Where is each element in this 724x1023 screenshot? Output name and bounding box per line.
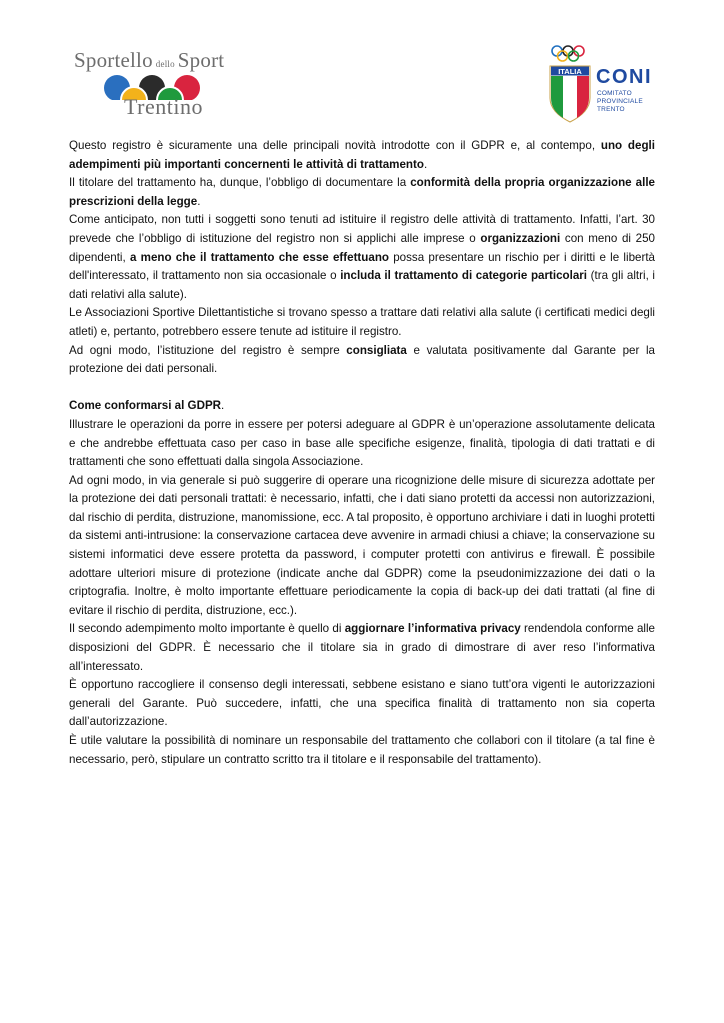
logo-word-dello: dello	[155, 59, 175, 69]
coni-subtitle	[597, 90, 643, 114]
emphasis: a meno che il trattamento che esse effettuano	[129, 250, 389, 264]
coni-sub-line: PROVINCIALE	[597, 98, 643, 105]
paragraph-titolare-obbligo: Il titolare del trattamento ha, dunque, l’obbligo di documentare la conformità della propria organizzazione alle prescrizioni della legge.	[69, 176, 655, 208]
paragraph-associazioni-sportive: Le Associazioni Sportive Dilettantistiche si trovano spesso a trattare dati relativi alla salute (i certificati medici degli atleti) e, pertanto, potrebbero essere tenute ad istituire il registro.	[69, 306, 655, 338]
paragraph-responsabile: È utile valutare la possibilità di nominare un responsabile del trattamento che collabori con il titolare (a tal fine è necessario, però, stipulare un contratto scritto tra il titolare e il responsabile del trattamento).	[69, 734, 655, 766]
emphasis: includa il trattamento di categorie particolari	[340, 269, 588, 283]
shield-label: ITALIA	[558, 67, 582, 76]
paragraph-art-30: Come anticipato, non tutti i soggetti sono tenuti ad istituire il registro delle attività di trattamento. Infatti, l’art. 30 prevede che l’obbligo di istituzione del registro non si applichi alle imprese o organizzazioni con meno di 250 dipendenti, a meno che il trattamento che esse effettuano possa presentare un rischio per i diritti e le libertà dell'interessato, il trattamento non sia occasionale o includa il trattamento di categorie particolari (tra gli altri, i dati relativi alla salute).	[69, 213, 655, 301]
olympic-rings-icon	[552, 46, 584, 61]
logo-word-sport: Sport	[177, 48, 225, 72]
emphasis: organizzazioni	[480, 231, 561, 245]
emphasis: consigliata	[346, 343, 407, 357]
paragraph-operazioni: Illustrare le operazioni da porre in essere per potersi adeguare al GDPR è un’operazione assolutamente delicata e che andrebbe effettuata caso per caso in base alle specifiche esigenze, finalità, tipologia di dati trattati e di trattamenti che sono effettuati dalla singola Associazione.	[69, 417, 655, 469]
logo-word-trentino: Trentino	[124, 94, 203, 119]
emphasis: conformità della propria organizzazione alle prescrizioni della legge	[69, 176, 655, 208]
coni-logo	[546, 42, 666, 127]
section-heading: Come conformarsi al GDPR.	[69, 399, 225, 413]
section-heading-text: Come conformarsi al GDPR	[69, 399, 222, 413]
coni-name: CONI	[596, 66, 652, 88]
paragraph-misure-sicurezza: Ad ogni modo, in via generale si può suggerire di operare una ricognizione delle misure di sicurezza adottate per la protezione dei dati personali trattati: è necessario, infatti, che i dati siano protetti da accessi non autorizzazioni, dal rischio di perdita, distruzione, manomissione, ecc. A tal proposito, è opportuno archiviare i dati in luoghi protetti da sistemi anti-intrusione: la conservazione cartacea deve avvenire in armadi chiusi a chiave; la conservazione su sistemi informatici deve essere protetta da password, i computer protetti con antivirus e firewall. È possibile adottare ulteriori misure di protezione (indicate anche dal GDPR) come la pseudonimizzazione dei dati o la criptografia. Inoltre, è molto importante effettuare periodicamente la copia di back-up dei dati trattati (al fine di evitare il rischio di perdita, distruzione, ecc.).	[69, 473, 655, 617]
paragraph-spacer	[69, 379, 655, 398]
paragraph-registro-novita: Questo registro è sicuramente una delle principali novità introdotte con il GDPR e, al contempo, uno degli adempimenti più importanti concernenti le attività di trattamento.	[69, 139, 655, 171]
emphasis: aggiornare l’informativa privacy	[344, 622, 521, 636]
coni-sub-line: COMITATO	[597, 90, 632, 97]
paragraph-informativa-privacy: Il secondo adempimento molto importante è quello di aggiornare l’informativa privacy rendendola conforme alle disposizioni del GDPR. È necessario che il titolare sia in grado di dimostrare di aver reso l’informativa all’interessato.	[69, 622, 656, 673]
logo-title-line	[74, 48, 224, 73]
sportello-dello-sport-logo	[72, 48, 242, 120]
paragraph-registro-consigliato: Ad ogni modo, l’istituzione del registro è sempre consigliata e valutata positivamente dal Garante per la protezione dei dati personali.	[69, 343, 655, 376]
document-body	[69, 137, 655, 769]
paragraph-consenso: È opportuno raccogliere il consenso degli interessati, sebbene esistano e siano tutt’ora vigenti le autorizzazioni generali del Garante. Può succedere, infatti, che una specifica finalità di trattamento non sia coperta dall’autorizzazione.	[69, 678, 655, 729]
logo-word-sportello: Sportello	[74, 48, 153, 72]
emphasis: uno degli adempimenti più importanti concernenti le attività di trattamento	[69, 139, 655, 171]
coni-sub-line: TRENTO	[597, 106, 625, 113]
